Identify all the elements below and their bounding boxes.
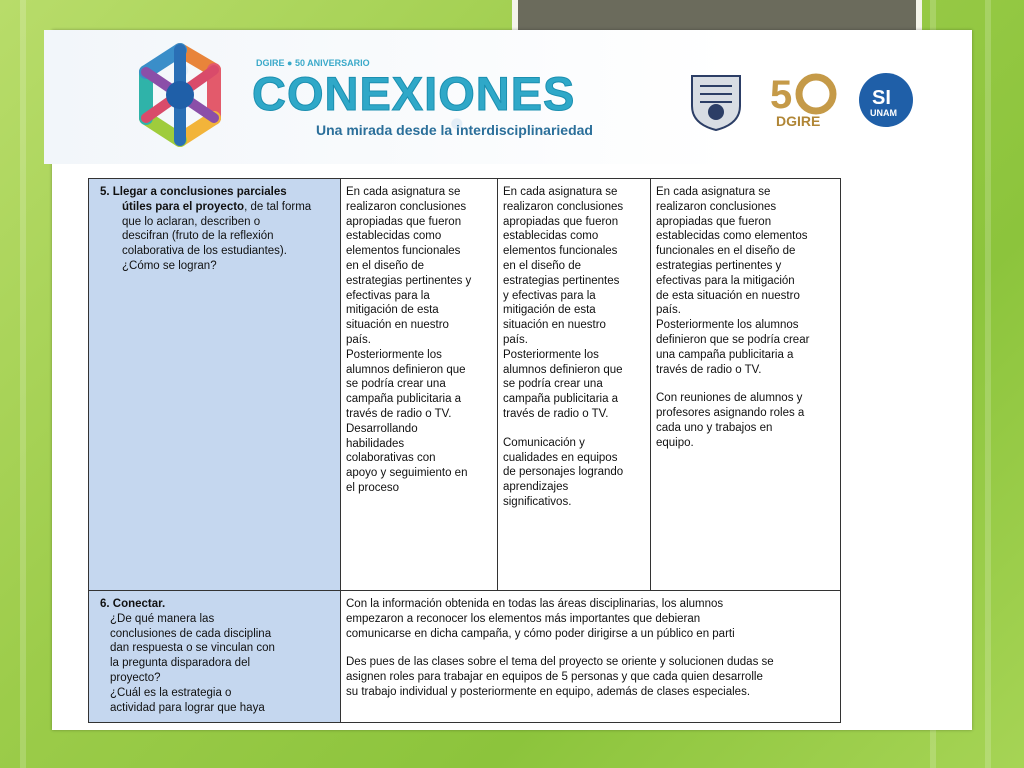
text-line: Comunicación y <box>503 436 585 449</box>
text-line: habilidades <box>346 437 405 450</box>
text-line: En cada asignatura se <box>346 186 461 198</box>
text-line: efectivas para la mitigación <box>656 274 795 287</box>
text-line: funcionales en el diseño de <box>656 245 796 258</box>
text-line: estrategias pertinentes y <box>656 259 782 272</box>
text-line: equipo. <box>656 436 694 449</box>
table-row <box>89 179 841 591</box>
banner-title: CONEXIONES <box>252 67 576 120</box>
answer-block <box>656 185 835 377</box>
text-line: Posteriormente los <box>503 348 599 361</box>
text-line: alumnos definieron que <box>346 363 466 376</box>
text-line: el proceso <box>346 481 400 494</box>
banner-subtitle: Una mirada desde la interdisciplinariedad <box>316 122 593 138</box>
anniversary-label: DGIRE ● 50 ANIVERSARIO <box>256 58 370 68</box>
text-line: realizaron conclusiones <box>346 200 467 213</box>
answer-cell <box>651 179 841 591</box>
project-matrix-table <box>88 178 841 723</box>
answer-cell <box>341 179 498 591</box>
text-line: situación en nuestro <box>503 319 606 332</box>
text-line: elementos funcionales <box>503 245 618 258</box>
text-line: Desarrollando <box>346 422 418 435</box>
question-lines <box>100 612 335 716</box>
text-line: de personajes logrando <box>503 466 624 479</box>
text-line: establecidas como <box>346 230 442 243</box>
question-line: ¿Cómo se logran? <box>122 259 217 272</box>
slide <box>52 30 972 730</box>
dgire-50-logo <box>764 70 840 130</box>
text-line: efectivas para la <box>346 289 430 302</box>
text-line: apropiadas que fueron <box>656 215 772 228</box>
question-heading: 5. Llegar a conclusiones parciales <box>100 186 287 198</box>
text-line: ¿De qué manera las <box>110 612 215 625</box>
question-bold-fragment: útiles para el proyecto <box>122 200 245 213</box>
question-line: que lo aclaran, describen o <box>122 215 261 228</box>
text-line: campaña publicitaria a <box>503 393 619 406</box>
text-line: asignen roles para trabajar en equipos de 5 personas y que cada quien desarrolle <box>346 671 763 684</box>
institution-logos <box>684 68 934 138</box>
answer-block <box>346 597 835 641</box>
text-line: en el diseño de <box>346 259 425 272</box>
question-fragment: , de tal forma <box>244 200 312 213</box>
text-line: su trabajo individual y posteriormente en equipo, además de clases especiales. <box>346 685 751 698</box>
answer-block <box>503 185 645 422</box>
text-line: actividad para lograr que haya <box>110 701 265 714</box>
conexiones-banner <box>44 30 732 164</box>
si-unam-logo <box>852 70 920 130</box>
text-line: colaborativas con <box>346 452 436 465</box>
text-line: se podría crear una <box>503 378 603 391</box>
question-line: colaborativa de los estudiantes). <box>122 245 287 258</box>
unam-logo-text: UNAM <box>870 108 897 118</box>
question-cell-5 <box>89 179 341 591</box>
text-line: Con reuniones de alumnos y <box>656 392 803 405</box>
question-cell-6 <box>89 591 341 723</box>
table-row <box>89 591 841 723</box>
text-line: apropiadas que fueron <box>346 215 462 228</box>
text-line: de esta situación en nuestro <box>656 289 800 302</box>
text-line: significativos. <box>503 495 572 508</box>
text-line: Posteriormente los <box>346 348 442 361</box>
background-stripe <box>20 0 26 768</box>
text-line: se podría crear una <box>346 378 446 391</box>
answer-cell <box>498 179 651 591</box>
text-line: realizaron conclusiones <box>503 200 624 213</box>
answer-block <box>503 436 645 510</box>
text-line: realizaron conclusiones <box>656 200 777 213</box>
text-line: situación en nuestro <box>346 319 449 332</box>
text-line: la pregunta disparadora del <box>110 657 251 670</box>
text-line: ¿Cuál es la estrategia o <box>110 686 232 699</box>
text-line: estrategias pertinentes <box>503 274 620 287</box>
text-line: profesores asignando roles a <box>656 407 805 420</box>
text-line: cualidades en equipos <box>503 451 618 464</box>
text-line: país. <box>656 304 681 317</box>
text-line: una campaña publicitaria a <box>656 348 794 361</box>
question-line: descifran (fruto de la reflexión <box>122 230 274 243</box>
text-line: apropiadas que fueron <box>503 215 619 228</box>
conexiones-knot-logo <box>114 32 246 160</box>
text-line: través de radio o TV. <box>656 363 762 376</box>
answer-block <box>346 655 835 699</box>
text-line: comunicarse en dicha campaña, y cómo poder dirigirse a un público en parti <box>346 627 735 640</box>
top-decoration-bar <box>512 0 922 30</box>
text-line: través de radio o TV. <box>503 407 609 420</box>
text-line: campaña publicitaria a <box>346 393 462 406</box>
text-line: apoyo y seguimiento en <box>346 467 468 480</box>
answer-block <box>346 185 492 496</box>
text-line: definieron que se podría crear <box>656 333 810 346</box>
text-line: Con la información obtenida en todas las áreas disciplinarias, los alumnos <box>346 598 724 610</box>
answer-block <box>656 391 835 450</box>
text-line: y efectivas para la <box>503 289 596 302</box>
dgire-logo-text: DGIRE <box>776 113 821 129</box>
text-line: Posteriormente los alumnos <box>656 319 799 332</box>
text-line: mitigación de esta <box>346 304 439 317</box>
text-line: en el diseño de <box>503 259 582 272</box>
question-heading: 6. Conectar. <box>100 598 166 610</box>
text-line: través de radio o TV. <box>346 407 452 420</box>
text-line: cada uno y trabajos en <box>656 421 773 434</box>
text-line: mitigación de esta <box>503 304 596 317</box>
text-line: país. <box>346 333 371 346</box>
text-line: proyecto? <box>110 671 161 684</box>
text-line: Des pues de las clases sobre el tema del proyecto se oriente y solucionen dudas se <box>346 656 774 669</box>
text-line: alumnos definieron que <box>503 363 623 376</box>
text-line: establecidas como <box>503 230 599 243</box>
text-line: elementos funcionales <box>346 245 461 258</box>
text-line: En cada asignatura se <box>656 186 771 198</box>
si-logo-text: SI <box>872 87 891 109</box>
text-line: conclusiones de cada disciplina <box>110 627 272 640</box>
svg-text:5: 5 <box>770 73 793 117</box>
text-line: En cada asignatura se <box>503 186 618 198</box>
text-line: estrategias pertinentes y <box>346 274 472 287</box>
text-line: dan respuesta o se vinculan con <box>110 642 275 655</box>
text-line: país. <box>503 333 528 346</box>
text-line: empezaron a reconocer los elementos más importantes que debieran <box>346 612 701 625</box>
question-line <box>122 200 335 215</box>
unam-shield-logo <box>684 72 748 132</box>
text-line: establecidas como elementos <box>656 230 808 243</box>
answer-cell-wide <box>341 591 841 723</box>
background-stripe <box>985 0 991 768</box>
text-line: aprendizajes <box>503 481 569 494</box>
